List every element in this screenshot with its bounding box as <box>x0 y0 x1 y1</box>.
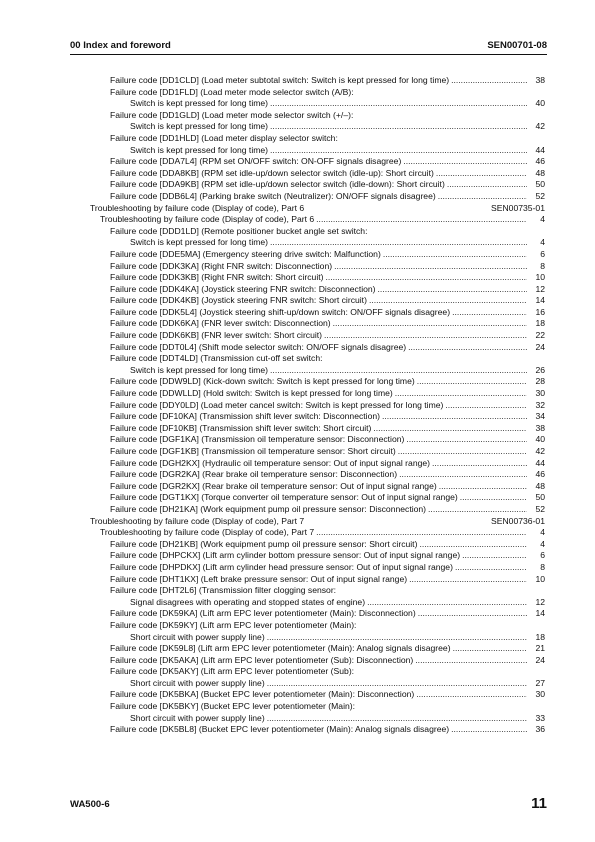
toc-page-number: 48 <box>535 480 545 491</box>
toc-entry <box>90 423 545 435</box>
toc-leader-dots <box>356 87 527 99</box>
toc-page-number: 22 <box>535 330 545 341</box>
toc-leader-dots <box>417 376 527 388</box>
toc-leader-dots <box>270 365 527 377</box>
toc-page-number: 34 <box>535 411 545 422</box>
toc-entry <box>90 632 545 644</box>
toc-entry <box>90 133 545 145</box>
toc-page-number: 8 <box>540 260 545 271</box>
toc-page-number: 4 <box>540 237 545 248</box>
toc-entry-title: Failure code [DDY0LD] (Load meter cancel switch: Switch is kept pressed for long time) <box>110 399 444 410</box>
toc-leader-dots <box>333 318 527 330</box>
toc-page-number <box>529 701 545 713</box>
toc-entry-title: Failure code [DGF1KB] (Transmission oil temperature sensor: Short circuit) <box>110 446 396 456</box>
toc-entry-title: Failure code [DGF1KA] (Transmission oil temperature sensor: Disconnection) <box>110 434 405 445</box>
toc-entry-title: Failure code [DK5AKY] (Lift arm EPC lever potentiometer (Sub): <box>110 666 355 677</box>
footer-model-name: WA500-6 <box>70 799 110 810</box>
toc-entry-title: Short circuit with power supply line) <box>130 712 265 723</box>
toc-leader-dots <box>369 295 527 307</box>
toc-leader-dots <box>445 400 527 412</box>
toc-leader-dots <box>438 191 527 203</box>
toc-entry <box>90 342 545 354</box>
toc-page-number: 18 <box>535 631 545 642</box>
toc-entry-title: Troubleshooting by failure code (Display of code), Part 6 <box>90 202 305 213</box>
toc-entry-title: Short circuit with power supply line) <box>130 677 265 688</box>
toc-page-number: 18 <box>535 318 545 329</box>
toc-leader-dots <box>324 330 527 342</box>
toc-entry-title: Failure code [DDK5L4] (Joystick steering shift-up/down switch: ON/OFF signals disagree) <box>110 306 451 317</box>
toc-entry-title: Failure code [DK5BL8] (Bucket EPC lever potentiometer (Main): Analog signals disagree) <box>110 724 450 735</box>
toc-page-number: 10 <box>535 272 545 283</box>
toc-entry <box>90 608 545 620</box>
toc-entry-title: Failure code [DDA8KB] (RPM set idle-up/down selector switch (idle-up): Short circuit) <box>110 167 434 178</box>
toc-entry-title: Failure code [DF10KB] (Transmission shift lever switch: Short circuit) <box>110 422 372 433</box>
toc-leader-dots <box>408 342 527 354</box>
toc-entry-title: Failure code [DHT2L6] (Transmission filter clogging sensor: <box>110 585 337 596</box>
toc-entry-title: Failure code [DF10KA] (Transmission shift lever switch: Disconnection) <box>110 411 381 422</box>
toc-page-number: 44 <box>535 144 545 155</box>
toc-page-number <box>529 666 545 678</box>
toc-page-number: 24 <box>535 341 545 352</box>
toc-leader-dots <box>432 458 527 470</box>
toc-section-code: SEN00736-01 <box>491 515 545 526</box>
toc-entry <box>90 434 545 446</box>
toc-entry <box>90 376 545 388</box>
toc-page-number: 42 <box>535 121 545 132</box>
toc-entry <box>90 330 545 342</box>
toc-entry-title: Failure code [DD1FLD] (Load meter mode selector switch (A/B): <box>110 86 354 97</box>
toc-entry-title: Failure code [DK59KA] (Lift arm EPC lever potentiometer (Main): Disconnection) <box>110 608 416 619</box>
toc-entry <box>90 539 545 551</box>
toc-page-number: 14 <box>535 295 545 306</box>
toc-leader-dots <box>399 469 527 481</box>
toc-entry <box>90 295 545 307</box>
toc-leader-dots <box>325 353 527 365</box>
toc-entry-title: Failure code [DDK3KA] (Right FNR switch: Disconnection) <box>110 260 333 271</box>
toc-entry-title: Troubleshooting by failure code (Display of code), Part 7 <box>90 515 305 526</box>
toc-leader-dots <box>316 527 527 539</box>
toc-page-number <box>529 87 545 99</box>
toc-entry-title: Failure code [DGR2KX] (Rear brake oil temperature sensor: Out of input signal range) <box>110 480 437 491</box>
toc-entry-title: Failure code [DDD1LD] (Remote positioner bucket angle set switch: <box>110 225 368 236</box>
page-footer <box>70 795 547 815</box>
toc-entry <box>90 400 545 412</box>
toc-leader-dots <box>455 562 527 574</box>
toc-entry <box>90 492 545 504</box>
toc-entry <box>90 214 545 226</box>
toc-entry-title: Failure code [DDA7L4] (RPM set ON/OFF switch: ON-OFF signals disagree) <box>110 156 402 167</box>
toc-page-number <box>529 110 545 122</box>
toc-leader-dots <box>270 98 527 110</box>
toc-leader-dots <box>306 203 489 215</box>
toc-entry-title: Failure code [DHPDKX] (Lift arm cylinder head pressure sensor: Out of input signal range) <box>110 561 453 572</box>
toc-page-number: 38 <box>535 75 545 85</box>
toc-leader-dots <box>367 597 527 609</box>
toc-page-number: 46 <box>535 469 545 480</box>
toc-leader-dots <box>462 550 527 562</box>
page-header <box>70 40 547 54</box>
toc-entry <box>90 261 545 273</box>
toc-entry-title: Switch is kept pressed for long time) <box>130 98 269 109</box>
toc-page-number: 12 <box>535 596 545 607</box>
toc-entry-title: Troubleshooting by failure code (Display of code), Part 6 <box>100 214 315 225</box>
toc-leader-dots <box>369 226 527 238</box>
toc-leader-dots <box>383 249 527 261</box>
toc-entry-title: Failure code [DH21KB] (Work equipment pump oil pressure sensor: Short circuit) <box>110 538 418 549</box>
toc-entry-title: Failure code [DGT1KX] (Torque converter oil temperature sensor: Out of input signal range) <box>110 492 458 503</box>
toc-entry-title: Failure code [DK5BKY] (Bucket EPC lever potentiometer (Main): <box>110 701 356 712</box>
toc-entry <box>90 168 545 180</box>
toc-entry <box>90 574 545 586</box>
toc-leader-dots <box>415 655 527 667</box>
toc-entry-title: Failure code [DH21KA] (Work equipment pump oil pressure sensor: Disconnection) <box>110 503 427 514</box>
toc-entry <box>90 284 545 296</box>
toc-page-number <box>529 620 545 632</box>
toc-page-number <box>529 226 545 238</box>
toc-page-number: 27 <box>535 677 545 688</box>
toc-entry <box>90 388 545 400</box>
toc-entry <box>90 145 545 157</box>
toc-entry-title: Failure code [DK5AKA] (Lift arm EPC lever potentiometer (Sub): Disconnection) <box>110 654 414 665</box>
toc-entry <box>90 620 545 632</box>
toc-page-number: 30 <box>535 388 545 399</box>
toc-entry-title: Failure code [DDK4KA] (Joystick steering FNR switch: Disconnection) <box>110 283 376 294</box>
toc-entry <box>90 469 545 481</box>
toc-leader-dots <box>270 237 527 249</box>
toc-page-number: 6 <box>540 550 545 561</box>
toc-leader-dots <box>378 284 527 296</box>
toc-entry-title: Failure code [DHT1KX] (Left brake pressure sensor: Out of input signal range) <box>110 573 408 584</box>
toc-entry-title: Failure code [DDK3KB] (Right FNR switch: Short circuit) <box>110 272 324 283</box>
toc-page-number <box>529 133 545 145</box>
toc-leader-dots <box>340 133 527 145</box>
toc-entry-title: Failure code [DDT0L4] (Shift mode selector switch: ON/OFF signals disagree) <box>110 341 407 352</box>
toc-entry-title: Failure code [DK59L8] (Lift arm EPC lever potentiometer (Main): Analog signals disagree) <box>110 643 451 654</box>
toc-entry <box>90 666 545 678</box>
toc-page-number: 50 <box>535 492 545 503</box>
toc-entry-title: Switch is kept pressed for long time) <box>130 121 269 132</box>
toc-entry <box>90 655 545 667</box>
toc-entry <box>90 98 545 110</box>
toc-leader-dots <box>451 75 527 87</box>
toc-page-number: 6 <box>540 248 545 259</box>
toc-entry-title: Failure code [DGR2KA] (Rear brake oil temperature sensor: Disconnection) <box>110 469 398 480</box>
toc-leader-dots <box>403 156 527 168</box>
toc-entry <box>90 585 545 597</box>
toc-page-number: 42 <box>535 446 545 456</box>
toc-entry-title: Failure code [DDK6KB] (FNR lever switch: Short circuit) <box>110 330 323 341</box>
toc-entry-title: Switch is kept pressed for long time) <box>130 237 269 248</box>
toc-page-number: 10 <box>535 573 545 584</box>
toc-page-number: 4 <box>540 538 545 549</box>
toc-page-number: 50 <box>535 179 545 190</box>
toc-leader-dots <box>416 689 527 701</box>
toc-entry-title: Signal disagrees with operating and stopped states of engine) <box>130 596 366 607</box>
toc-entry <box>90 272 545 284</box>
toc-entry <box>90 481 545 493</box>
toc-entry <box>90 689 545 701</box>
toc-section-heading <box>90 516 545 528</box>
toc-page-number: 52 <box>535 503 545 514</box>
toc-leader-dots <box>325 272 527 284</box>
toc-page-number <box>529 353 545 365</box>
toc-entry <box>90 353 545 365</box>
toc-page-number: 40 <box>535 434 545 445</box>
header-section-title: 00 Index and foreword <box>70 40 171 51</box>
toc-entry-title: Troubleshooting by failure code (Display of code), Part 7 <box>100 527 315 538</box>
toc-leader-dots <box>451 724 527 736</box>
toc-page-number: 21 <box>535 643 545 654</box>
toc-leader-dots <box>270 145 527 157</box>
toc-leader-dots <box>436 168 527 180</box>
toc-page-number: 40 <box>535 98 545 109</box>
toc-section-heading <box>90 203 545 215</box>
toc-entry-title: Failure code [DDK6KA] (FNR lever switch: Disconnection) <box>110 318 331 329</box>
toc-entry <box>90 446 545 458</box>
toc-entry-title: Failure code [DD1CLD] (Load meter subtotal switch: Switch is kept pressed for long time) <box>110 75 450 85</box>
toc-entry <box>90 411 545 423</box>
toc-leader-dots <box>447 179 527 191</box>
toc-entry-title: Failure code [DDW9LD] (Kick-down switch: Switch is kept pressed for long time) <box>110 376 415 387</box>
toc-entry <box>90 365 545 377</box>
toc-page-number: 33 <box>535 712 545 723</box>
toc-entry-title: Failure code [DGH2KX] (Hydraulic oil temperature sensor: Out of input signal range) <box>110 457 431 468</box>
toc-entry <box>90 643 545 655</box>
toc-page-number: 48 <box>535 167 545 178</box>
toc-entry-title: Short circuit with power supply line) <box>130 631 265 642</box>
toc-leader-dots <box>419 539 527 551</box>
toc-leader-dots <box>398 446 527 458</box>
toc-leader-dots <box>338 585 527 597</box>
toc-page-number: 30 <box>535 689 545 700</box>
toc-leader-dots <box>358 620 527 632</box>
toc-leader-dots <box>439 481 527 493</box>
toc-entry-title: Failure code [DK59KY] (Lift arm EPC lever potentiometer (Main): <box>110 619 357 630</box>
toc-leader-dots <box>452 307 527 319</box>
toc-leader-dots <box>267 632 527 644</box>
toc-entry <box>90 110 545 122</box>
toc-entry-title: Failure code [DD1GLD] (Load meter mode selector switch (+/–): <box>110 109 354 120</box>
toc-page-number: 38 <box>535 422 545 433</box>
toc-entry <box>90 550 545 562</box>
toc-page-number: 44 <box>535 457 545 468</box>
toc-entry-title: Failure code [DHPCKX] (Lift arm cylinder bottom pressure sensor: Out of input signal range) <box>110 550 461 561</box>
header-rule <box>70 54 547 55</box>
toc-leader-dots <box>453 643 527 655</box>
toc-entry <box>90 156 545 168</box>
toc-entry <box>90 307 545 319</box>
toc-entry <box>90 87 545 99</box>
toc-page-number: 32 <box>535 399 545 410</box>
toc-page-number: 28 <box>535 376 545 387</box>
toc-entry-title: Failure code [DDB6L4] (Parking brake switch (Neutralizer): ON/OFF signals disagree) <box>110 190 436 201</box>
toc-leader-dots <box>270 121 527 133</box>
toc-page-number: 4 <box>540 214 545 225</box>
toc-page-number: 36 <box>535 724 545 735</box>
toc-entry <box>90 504 545 516</box>
toc-leader-dots <box>382 411 527 423</box>
toc-leader-dots <box>316 214 527 226</box>
toc-section-code: SEN00735-01 <box>491 202 545 213</box>
toc-entry <box>90 678 545 690</box>
toc-leader-dots <box>267 678 527 690</box>
toc-leader-dots <box>406 434 527 446</box>
page-number: 11 <box>531 795 547 812</box>
toc-entry <box>90 458 545 470</box>
toc-entry-title: Failure code [DDA9KB] (RPM set idle-up/down selector switch (idle-down): Short circuit) <box>110 179 445 190</box>
toc-leader-dots <box>373 423 527 435</box>
toc-entry-title: Failure code [DK5BKA] (Bucket EPC lever potentiometer (Main): Disconnection) <box>110 689 415 700</box>
toc-entry-title: Failure code [DDWLLD] (Hold switch: Switch is kept pressed for long time) <box>110 388 393 399</box>
toc-entry-title: Switch is kept pressed for long time) <box>130 364 269 375</box>
toc-page-number: 24 <box>535 654 545 665</box>
toc-leader-dots <box>356 666 527 678</box>
toc-entry-title: Failure code [DD1HLD] (Load meter display selector switch: <box>110 132 338 143</box>
toc-entry <box>90 527 545 539</box>
toc-entry <box>90 121 545 133</box>
toc-entry <box>90 179 545 191</box>
toc-leader-dots <box>355 110 527 122</box>
toc-page-number: 8 <box>540 561 545 572</box>
toc-entry <box>90 597 545 609</box>
toc-entry <box>90 318 545 330</box>
toc-entry <box>90 701 545 713</box>
toc-entry-title: Failure code [DDK4KB] (Joystick steering FNR switch: Short circuit) <box>110 295 367 306</box>
toc-entry <box>90 75 545 87</box>
toc-page-number <box>529 585 545 597</box>
toc-entry <box>90 713 545 725</box>
toc-entry-title: Failure code [DDE5MA] (Emergency steering drive switch: Malfunction) <box>110 248 381 259</box>
toc-page-number: 52 <box>535 190 545 201</box>
toc-page-number: 14 <box>535 608 545 619</box>
toc-leader-dots <box>460 492 527 504</box>
toc-page-number: 46 <box>535 156 545 167</box>
toc-entry <box>90 191 545 203</box>
header-document-code: SEN00701-08 <box>487 40 547 51</box>
toc-page-number: 12 <box>535 283 545 294</box>
toc-leader-dots <box>357 701 527 713</box>
toc-entry <box>90 562 545 574</box>
toc-entry <box>90 724 545 736</box>
toc-leader-dots <box>334 261 527 273</box>
toc-entry-title: Failure code [DDT4LD] (Transmission cut-off set switch: <box>110 353 323 364</box>
toc-leader-dots <box>428 504 527 516</box>
toc-leader-dots <box>395 388 527 400</box>
toc-entry <box>90 249 545 261</box>
toc-leader-dots <box>418 608 527 620</box>
toc-page-number: 4 <box>540 527 545 538</box>
toc-leader-dots <box>409 574 527 586</box>
toc-leader-dots <box>267 713 527 725</box>
toc-leader-dots <box>306 516 489 528</box>
toc-page-number: 26 <box>535 364 545 375</box>
table-of-contents <box>90 75 545 736</box>
toc-entry <box>90 226 545 238</box>
toc-page-number: 16 <box>535 306 545 317</box>
toc-entry <box>90 237 545 249</box>
toc-entry-title: Switch is kept pressed for long time) <box>130 144 269 155</box>
